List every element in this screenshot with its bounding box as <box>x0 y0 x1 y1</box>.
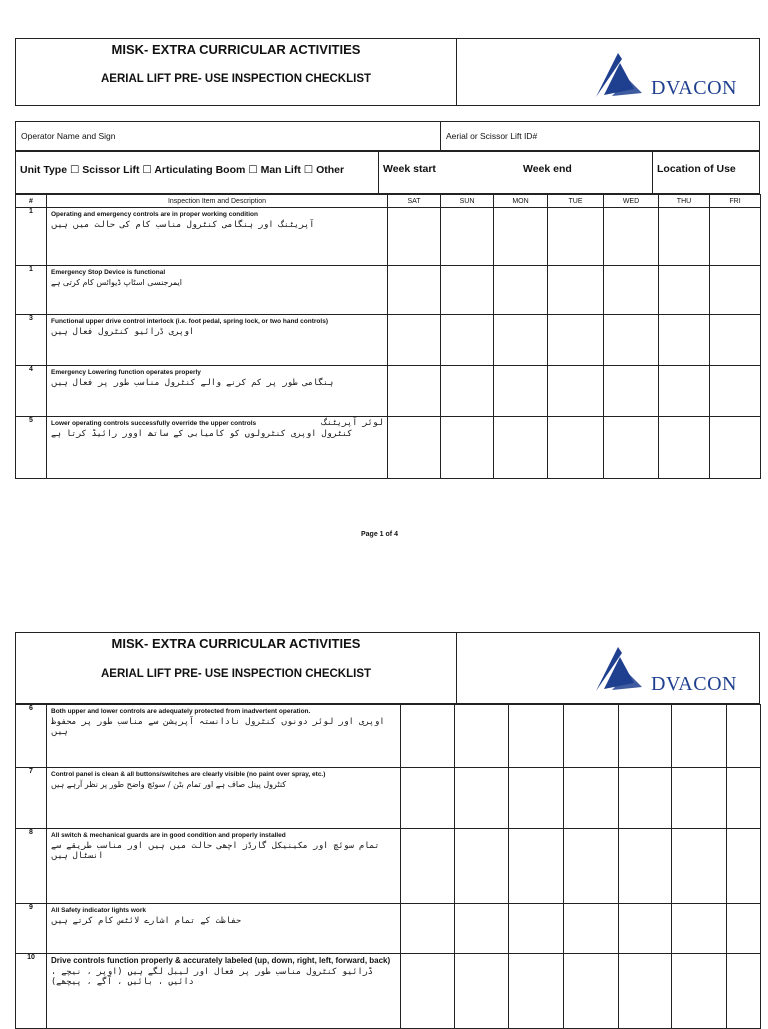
check-cell-wed[interactable] <box>604 266 659 315</box>
item-number: 8 <box>16 829 47 904</box>
check-cell-sat[interactable] <box>401 829 455 904</box>
item-ur: اوپری اور لوئر دونوں کنٹرول نادانستہ آپریشن سے مناسب طور پر محفوظ ہیں <box>51 717 385 737</box>
check-cell-mon[interactable] <box>509 829 564 904</box>
item-en: Operating and emergency controls are in proper working condition <box>51 211 258 218</box>
table-header-row <box>16 195 761 208</box>
header-title: MISK- EXTRA CURRICULAR ACTIVITIES <box>111 42 361 57</box>
check-cell-sun[interactable] <box>455 829 509 904</box>
location-label: Location of Use <box>657 163 736 175</box>
week-end-label: Week end <box>523 163 572 175</box>
table-row <box>16 829 761 904</box>
check-cell-fri[interactable] <box>727 829 761 904</box>
item-number: 1 <box>16 208 47 266</box>
check-cell-thu[interactable] <box>672 768 727 829</box>
check-cell-wed[interactable] <box>604 208 659 266</box>
item-ur: کنٹرول پینل صاف ہے اور تمام بٹن / سوئچ واضح طور پر نظر آرہے ہیں <box>51 780 287 789</box>
item-en: Functional upper drive control interlock (i.e. foot pedal, spring lock, or two hand controls) <box>51 318 328 325</box>
check-cell-sun[interactable] <box>441 208 494 266</box>
info-divider <box>440 122 441 150</box>
check-cell-sat[interactable] <box>388 315 441 366</box>
check-cell-sun[interactable] <box>441 315 494 366</box>
col-header-mon: MON <box>494 195 548 208</box>
check-cell-wed[interactable] <box>619 954 672 1029</box>
unit-type-options[interactable]: Unit Type ☐ Scissor Lift ☐ Articulating Boom ☐ Man Lift ☐ Other <box>20 164 345 176</box>
item-ur: تمام سوئچ اور مکینیکل گارڈز اچھی حالت میں ہیں اور مناسب طریقے سے انسٹال ہیں <box>51 841 380 861</box>
unit-divider-1 <box>378 152 379 193</box>
table-row <box>16 904 761 954</box>
col-header-thu: THU <box>659 195 710 208</box>
check-cell-fri[interactable] <box>727 954 761 1029</box>
col-header-sat: SAT <box>388 195 441 208</box>
item-description <box>47 417 388 479</box>
check-cell-fri[interactable] <box>727 705 761 768</box>
item-number: 6 <box>16 705 47 768</box>
item-number: 7 <box>16 768 47 829</box>
item-description <box>47 208 388 266</box>
col-header-fri: FRI <box>710 195 761 208</box>
item-number: 10 <box>16 954 47 1029</box>
table-row <box>16 266 761 315</box>
check-cell-wed[interactable] <box>604 315 659 366</box>
check-cell-mon[interactable] <box>509 705 564 768</box>
item-number: 3 <box>16 315 47 366</box>
check-cell-sun[interactable] <box>441 266 494 315</box>
check-cell-thu[interactable] <box>659 315 710 366</box>
header-divider <box>456 39 457 105</box>
item-description <box>47 904 401 954</box>
unit-type-box <box>15 151 760 194</box>
check-cell-fri[interactable] <box>727 768 761 829</box>
header-title: MISK- EXTRA CURRICULAR ACTIVITIES <box>111 636 361 651</box>
item-description <box>47 266 388 315</box>
check-cell-sun[interactable] <box>455 904 509 954</box>
item-en <box>47 417 387 428</box>
check-cell-mon[interactable] <box>509 904 564 954</box>
table-row <box>16 366 761 417</box>
check-cell-wed[interactable] <box>604 366 659 417</box>
check-cell-tue[interactable] <box>548 266 604 315</box>
item-en: Emergency Lowering function operates properly <box>51 369 201 376</box>
check-cell-fri[interactable] <box>710 208 761 266</box>
operator-name-label[interactable]: Operator Name and Sign <box>21 131 116 141</box>
check-cell-sat[interactable] <box>388 366 441 417</box>
check-cell-mon[interactable] <box>509 768 564 829</box>
col-header-num: # <box>16 195 47 208</box>
check-cell-sun[interactable] <box>441 417 494 479</box>
inspection-table-page1 <box>15 194 761 479</box>
item-en: All switch & mechanical guards are in good condition and properly installed <box>51 832 286 839</box>
dvacon-logo-icon <box>594 49 644 99</box>
check-cell-thu[interactable] <box>672 904 727 954</box>
item-number: 1 <box>16 266 47 315</box>
item-number: 9 <box>16 904 47 954</box>
check-cell-thu[interactable] <box>672 954 727 1029</box>
check-cell-sun[interactable] <box>455 768 509 829</box>
inspection-table-page2 <box>15 704 761 1029</box>
check-cell-tue[interactable] <box>548 208 604 266</box>
table-row <box>16 315 761 366</box>
col-header-wed: WED <box>604 195 659 208</box>
logo-text: DVACON <box>651 77 737 99</box>
check-cell-mon[interactable] <box>509 954 564 1029</box>
table-row <box>16 705 761 768</box>
table-row <box>16 768 761 829</box>
check-cell-fri[interactable] <box>710 315 761 366</box>
check-cell-wed[interactable] <box>619 768 672 829</box>
check-cell-thu[interactable] <box>659 417 710 479</box>
check-cell-tue[interactable] <box>548 417 604 479</box>
check-cell-thu[interactable] <box>672 705 727 768</box>
item-en: Both upper and lower controls are adequately protected from inadvertent operation. <box>51 708 311 715</box>
check-cell-mon[interactable] <box>494 417 548 479</box>
check-cell-fri[interactable] <box>727 904 761 954</box>
check-cell-mon[interactable] <box>494 315 548 366</box>
logo-text: DVACON <box>651 673 737 695</box>
table-row <box>16 417 761 479</box>
item-en: Control panel is clean & all buttons/switches are clearly visible (no paint over spray, etc.) <box>51 771 326 778</box>
item-description <box>47 366 388 417</box>
check-cell-fri[interactable] <box>710 366 761 417</box>
unit-divider-2 <box>652 152 653 193</box>
lift-id-label[interactable]: Aerial or Scissor Lift ID# <box>446 131 538 141</box>
check-cell-tue[interactable] <box>564 904 619 954</box>
check-cell-tue[interactable] <box>548 366 604 417</box>
dvacon-logo-icon <box>594 643 644 693</box>
check-cell-wed[interactable] <box>619 705 672 768</box>
item-ur: ہنگامی طور پر کم کرنے والے کنٹرول مناسب طور پر فعال ہیں <box>51 378 334 388</box>
item-ur-inline: لوئر آپریٹنگ <box>321 418 383 428</box>
operator-info-box <box>15 121 760 151</box>
item-ur: ڈرائیو کنٹرول مناسب طور پر فعال اور لیبل لگے ہیں (اوپر ، نیچے ، دائیں ، بائیں ، آگے ، پیچھے) <box>51 967 373 987</box>
check-cell-sun[interactable] <box>455 954 509 1029</box>
item-en: Drive controls function properly & accurately labeled (up, down, right, left, forward, back) <box>51 956 391 965</box>
check-cell-sat[interactable] <box>388 417 441 479</box>
item-ur: حفاظت کے تمام اشارے لائٹس کام کرتے ہیں <box>51 916 242 926</box>
check-cell-sat[interactable] <box>401 768 455 829</box>
item-description <box>47 829 401 904</box>
item-number: 4 <box>16 366 47 417</box>
check-cell-mon[interactable] <box>494 266 548 315</box>
check-cell-wed[interactable] <box>619 829 672 904</box>
check-cell-tue[interactable] <box>564 954 619 1029</box>
check-cell-sat[interactable] <box>388 208 441 266</box>
col-header-sun: SUN <box>441 195 494 208</box>
item-ur: کنٹرول اوپری کنٹرولوں کو کامیابی کے ساتھ اوور رائیڈ کرتا ہے <box>51 429 353 439</box>
item-number: 5 <box>16 417 47 479</box>
check-cell-sun[interactable] <box>455 705 509 768</box>
table-row <box>16 208 761 266</box>
item-ur: آپریٹنگ اور ہنگامی کنٹرول مناسب کام کی حالت میں ہیں <box>51 220 315 230</box>
item-description <box>47 954 401 1029</box>
page-number: Page 1 of 4 <box>361 531 398 538</box>
check-cell-wed[interactable] <box>604 417 659 479</box>
check-cell-sat[interactable] <box>388 266 441 315</box>
header-subtitle: AERIAL LIFT PRE- USE INSPECTION CHECKLIST <box>100 668 372 680</box>
item-description <box>47 315 388 366</box>
check-cell-tue[interactable] <box>548 315 604 366</box>
check-cell-sun[interactable] <box>441 366 494 417</box>
check-cell-thu[interactable] <box>672 829 727 904</box>
check-cell-tue[interactable] <box>564 768 619 829</box>
item-ur: اوپری ڈرائیو کنٹرول فعال ہیں <box>51 327 195 337</box>
week-start-label: Week start <box>383 163 436 175</box>
col-header-item: Inspection Item and Description <box>47 195 388 208</box>
check-cell-tue[interactable] <box>564 705 619 768</box>
check-cell-sat[interactable] <box>401 954 455 1029</box>
page1-header <box>15 38 760 106</box>
check-cell-wed[interactable] <box>619 904 672 954</box>
check-cell-mon[interactable] <box>494 208 548 266</box>
page2-header <box>15 632 760 704</box>
item-en: All Safety indicator lights work <box>51 907 146 914</box>
check-cell-thu[interactable] <box>659 266 710 315</box>
header-divider <box>456 633 457 703</box>
check-cell-thu[interactable] <box>659 208 710 266</box>
check-cell-mon[interactable] <box>494 366 548 417</box>
table-row <box>16 954 761 1029</box>
item-en: Emergency Stop Device is functional <box>51 269 166 276</box>
check-cell-thu[interactable] <box>659 366 710 417</box>
check-cell-sat[interactable] <box>401 705 455 768</box>
check-cell-sat[interactable] <box>401 904 455 954</box>
item-description <box>47 705 401 768</box>
item-en-text: Lower operating controls successfully override the upper controls <box>51 420 257 427</box>
header-subtitle: AERIAL LIFT PRE- USE INSPECTION CHECKLIST <box>100 73 372 85</box>
check-cell-fri[interactable] <box>710 417 761 479</box>
check-cell-fri[interactable] <box>710 266 761 315</box>
check-cell-tue[interactable] <box>564 829 619 904</box>
col-header-tue: TUE <box>548 195 604 208</box>
item-description <box>47 768 401 829</box>
item-ur: ایمرجنسی اسٹاپ ڈیوائس کام کرتی ہے <box>51 278 182 287</box>
